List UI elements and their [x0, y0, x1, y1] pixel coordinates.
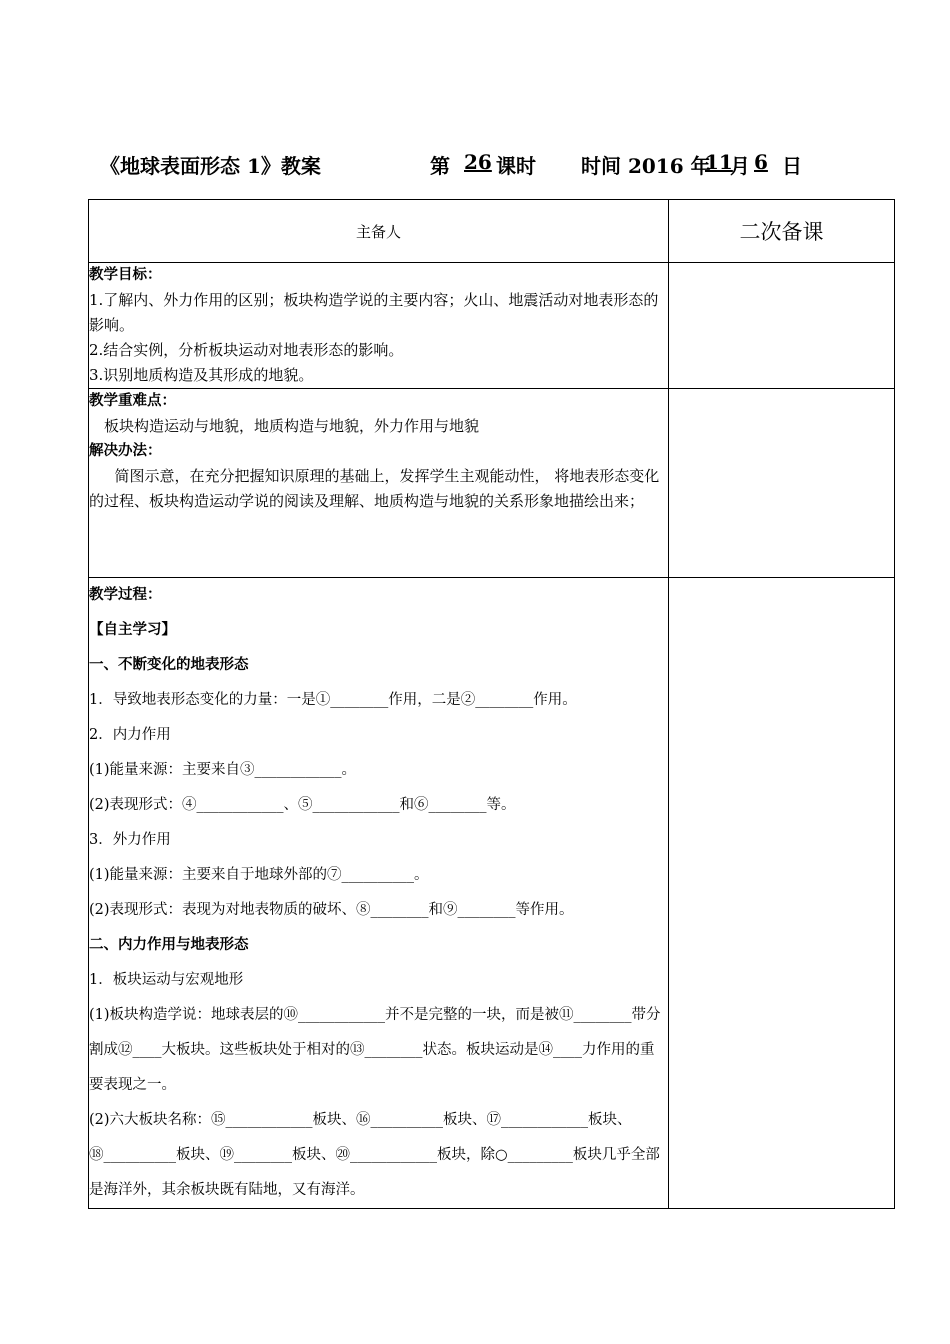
process-line: (1)能量来源：主要来自于地球外部的⑦__________。 — [89, 867, 429, 883]
lesson-number: 26 — [464, 150, 492, 174]
month-suffix: 月 — [730, 154, 750, 178]
lesson-plan-table — [88, 199, 895, 1209]
objective-item: 3.识别地质构造及其形成的地貌。 — [89, 366, 314, 384]
main-preparer-header: 主备人 — [89, 200, 669, 263]
document-title: 《地球表面形态 1》教案 — [100, 154, 321, 178]
process-heading: 教学过程： — [89, 587, 162, 603]
second-preparation-cell — [669, 578, 895, 1209]
section-heading: 二、内力作用与地表形态 — [89, 937, 249, 953]
second-preparation-cell — [669, 263, 895, 389]
document-title-line — [100, 150, 860, 180]
difficulties-heading: 教学重难点： — [89, 393, 176, 409]
self-study-heading: 【自主学习】 — [89, 622, 176, 638]
lesson-suffix: 课时 — [496, 154, 536, 178]
process-line: 3．外力作用 — [89, 832, 171, 848]
process-line: (1)板块构造学说：地球表层的⑩____________并不是完整的一块，而是被⑪________带分割成⑫____大板块。这些板块处于相对的⑬________状态。板块运动是⑭____力作用的重要表现之一。 — [89, 1007, 661, 1093]
time-prefix: 时间 2016 年 — [581, 154, 711, 178]
section-heading: 一、不断变化的地表形态 — [89, 657, 249, 673]
difficulties-text: 板块构造运动与地貌，地质构造与地貌，外力作用与地貌 — [104, 417, 480, 435]
process-line: 1．导致地表形态变化的力量：一是①________作用，二是②________作用。 — [89, 692, 577, 708]
day-value: 6 — [754, 150, 768, 174]
process-line: 1．板块运动与宏观地形 — [89, 972, 244, 988]
second-preparation-cell — [669, 389, 895, 578]
solution-text: 简图示意，在充分把握知识原理的基础上，发挥学生主观能动性， 将地表形态变化的过程、板块构造运动学说的阅读及理解、地质构造与地貌的关系形象地描绘出来； — [89, 467, 660, 510]
table-header-row — [89, 200, 895, 263]
process-line: 2．内力作用 — [89, 727, 171, 743]
objective-item: 1.了解内、外力作用的区别；板块构造学说的主要内容；火山、地震活动对地表形态的影响。 — [89, 291, 659, 334]
difficulties-row — [89, 389, 895, 578]
objective-item: 2.结合实例，分析板块运动对地表形态的影响。 — [89, 341, 404, 359]
process-row — [89, 578, 895, 1209]
second-preparation-header: 二次备课 — [669, 200, 895, 263]
process-line: (2)六大板块名称：⑮____________板块、⑯__________板块、⑰____________板块、⑱__________板块、⑲________板块、⑳____________板块，除○_________板块几乎全部是海洋外，其余板块既有陆地，又有海洋。 — [89, 1112, 660, 1198]
day-suffix: 日 — [782, 154, 802, 178]
month-value: 11 — [705, 150, 733, 174]
process-line: (2)表现形式：表现为对地表物质的破坏、⑧________和⑨________等作用。 — [89, 902, 574, 918]
lesson-prefix: 第 — [430, 154, 450, 178]
process-line: (2)表现形式：④____________、⑤____________和⑥________等。 — [89, 797, 516, 813]
objectives-row — [89, 263, 895, 389]
objectives-heading: 教学目标： — [89, 267, 162, 283]
objectives-cell — [89, 263, 669, 389]
process-line: (1)能量来源：主要来自③____________。 — [89, 762, 357, 778]
process-cell — [89, 578, 669, 1209]
difficulties-cell — [89, 389, 669, 578]
solution-heading: 解决办法： — [89, 443, 162, 459]
